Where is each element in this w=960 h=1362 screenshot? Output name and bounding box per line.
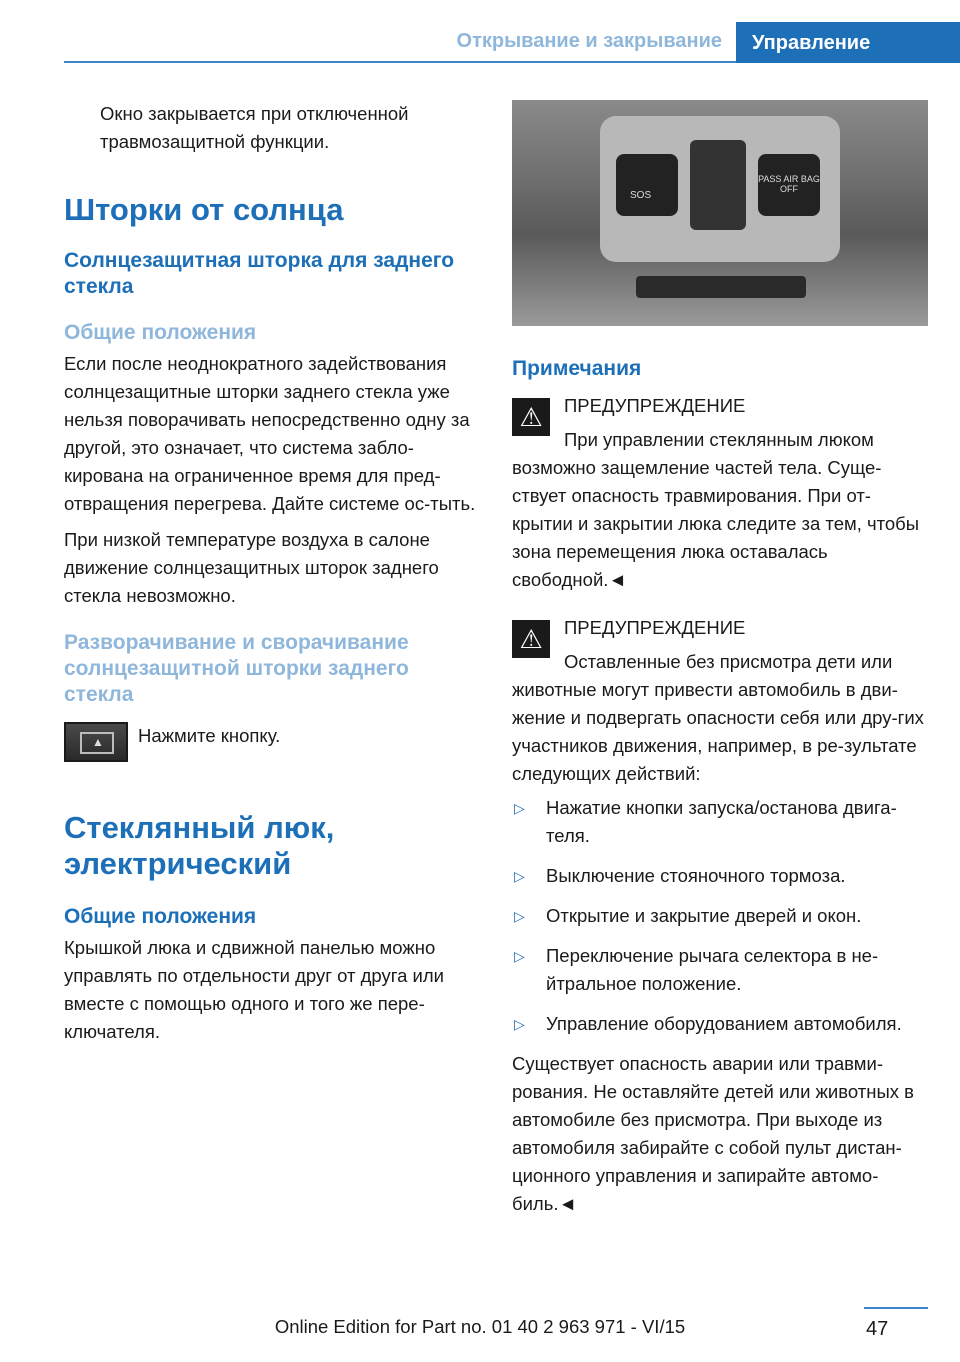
list-item: ▷ Выключение стояночного тормоза. (512, 862, 928, 890)
heading-sun-shades: Шторки от солнца (64, 192, 344, 227)
triangle-right-icon: ▷ (514, 1016, 525, 1032)
triangle-right-icon: ▷ (514, 948, 525, 964)
heading-rear-shade: Солнцезащитная шторка для заднего стекла (64, 249, 455, 298)
press-button-text: Нажмите кнопку. (138, 725, 281, 746)
warning-triangle-icon: ⚠ (512, 620, 550, 658)
list-item: ▷ Нажатие кнопки запуска/останова двига-теля. (512, 794, 928, 850)
page-number: 47 (866, 1318, 889, 1340)
list-item: ▷ Переключение рычага селектора в не-йтральное положение. (512, 942, 928, 998)
airbag-off-label: PASS AIR BAG OFF (758, 154, 820, 216)
triangle-right-icon: ▷ (514, 868, 525, 884)
paragraph-low-temp: При низкой температуре воздуха в салоне движение солнцезащитных шторок заднего стекла невозможно. (64, 529, 439, 606)
closing-warning-text: Существует опасность аварии или травми-рования. Не оставляйте детей или животных в автомобиле без присмотра. При выходе из автомобиля забирайте с собой пульт дистан-ционного управления и запирайте автомо-биль.◄ (512, 1053, 914, 1214)
left-column (64, 100, 484, 1046)
triangle-right-icon: ▷ (514, 908, 525, 924)
heading-general-1: Общие положения (64, 321, 257, 344)
header-section-title: Открывание и закрывание (456, 30, 722, 52)
heading-sunroof: Стеклянный люк, электрический (64, 810, 335, 881)
paragraph-sunroof-control: Крышкой люка и сдвижной панелью можно управлять по отдельности друг от друга или вместе с помощью одного и того же пере-ключателя. (64, 937, 444, 1042)
warning-2-title: ПРЕДУПРЕЖДЕНИЕ (564, 617, 746, 638)
warning-triangle-icon: ⚠ (512, 398, 550, 436)
heading-notes: Примечания (512, 357, 642, 380)
heading-general-2: Общие положения (64, 905, 257, 928)
overhead-console-photo (512, 100, 928, 326)
paragraph-overheat: Если после неоднократного задействования солнцезащитные шторки заднего стекла уже нельзя поворачивать непосредственно одну за другой, это означает, что система забло-кирована на ограниченное время для пред-отвращения перегрева. Дайте системе ос-тыть. (64, 353, 476, 514)
page-number-rule (864, 1307, 928, 1309)
triangle-right-icon: ▷ (514, 800, 525, 816)
rear-shade-button-icon: ▲ (64, 722, 128, 762)
warning-1-text: При управлении стеклянным люком возможно защемление частей тела. Суще-ствует опасность травмирования. При от-крытии и закрытии люка следите за тем, чтобы зона перемещения люка оставалась свободной.◄ (512, 429, 920, 590)
heading-extend-retract: Разворачивание и сворачивание солнцезащитной шторки заднего стекла (64, 631, 409, 706)
warning-2-text: Оставленные без присмотра дети или животные могут привести автомобиль в дви-жение и подвергать опасности себя или дру-гих участников движения, например, в ре-зультате следующих действий: (512, 651, 924, 784)
sos-button-label: SOS (616, 154, 678, 216)
right-column (512, 100, 928, 1218)
list-item: ▷ Открытие и закрытие дверей и окон. (512, 902, 928, 930)
footer-edition: Online Edition for Part no. 01 40 2 963 971 - VI/15 (274, 1316, 686, 1337)
button-instruction (64, 722, 484, 762)
warning-1-title: ПРЕДУПРЕЖДЕНИЕ (564, 395, 746, 416)
action-list (512, 794, 928, 1038)
list-item: ▷ Управление оборудованием автомобиля. (512, 1010, 928, 1038)
header-chapter-tab: Управление (736, 22, 960, 63)
intro-text: Окно закрывается при отключенной травмозащитной функции. (100, 103, 409, 152)
